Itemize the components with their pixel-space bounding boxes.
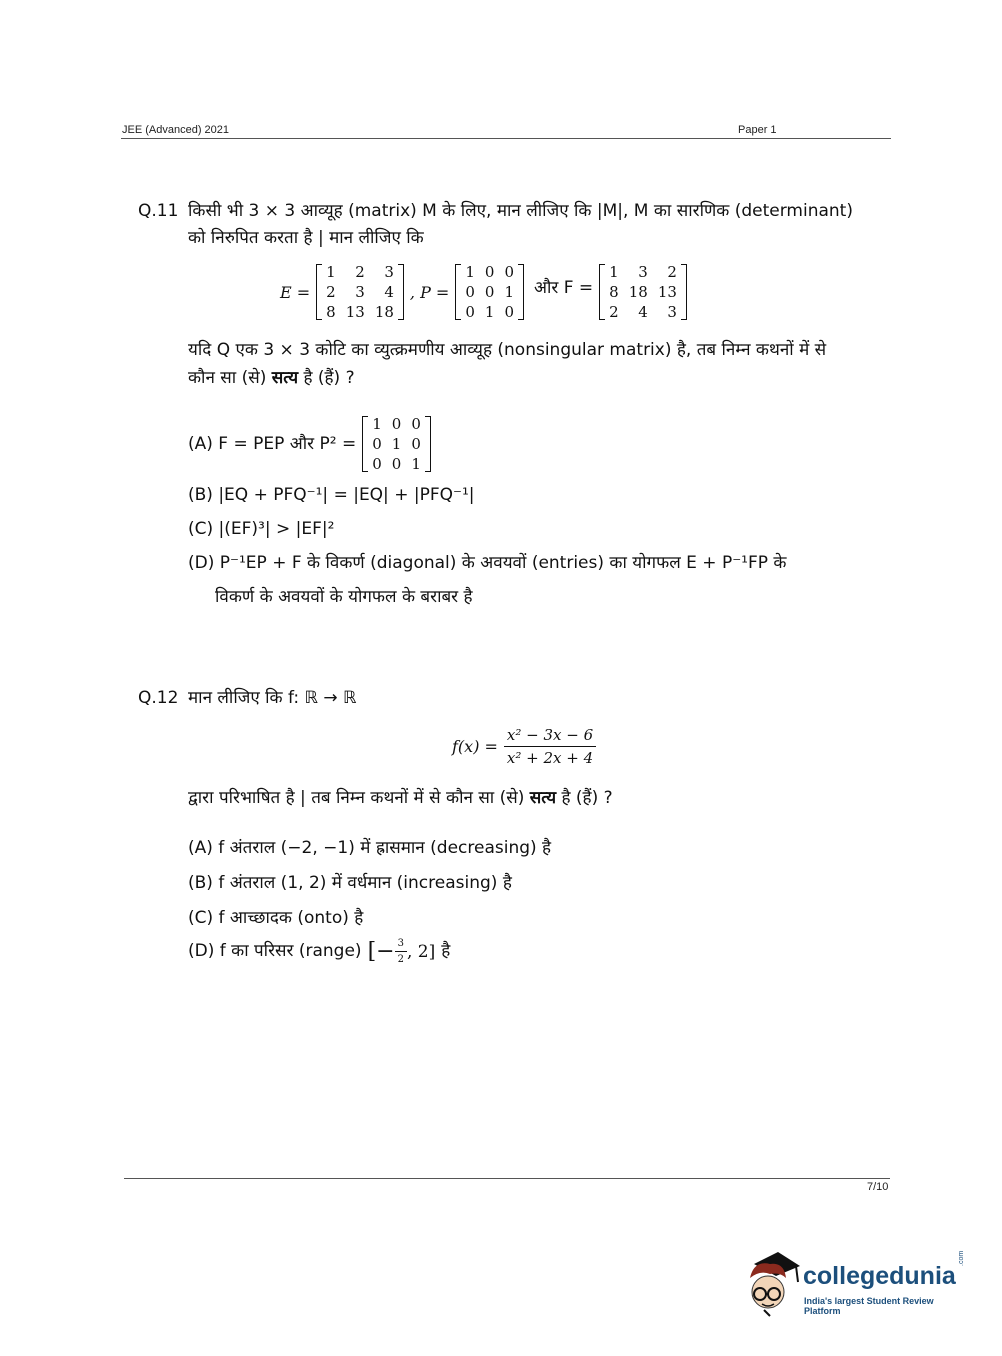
q12-number: Q.12 [138,688,179,708]
matrix-cell: 4 [384,283,394,301]
interval-right: , 2] [406,941,436,962]
matrix-cell: 0 [504,303,514,321]
matrix-cell: 18 [374,303,394,321]
matrix-cell: 1 [465,263,475,281]
q12-line2-bold: सत्य [529,788,557,808]
q11-option-a-text: (A) F = PEP और P² = [188,433,357,454]
q11-line3: यदि Q एक 3 × 3 कोटि का व्युत्क्रमणीय आव्यूह (nonsingular matrix) है, तब निम्न कथनों में से [188,340,827,360]
matrix-cell: 1 [411,455,421,473]
q11-option-b: (B) |EQ + PFQ⁻¹| = |EQ| + |PFQ⁻¹| [188,485,475,505]
q11-line4-bold: सत्य [271,368,299,388]
matrix-cell: 0 [484,283,495,301]
q12-line2-pre: द्वारा परिभाषित है | तब निम्न कथनों में से कौन सा (से) [188,788,530,808]
q11-option-d-line1: (D) P⁻¹EP + F के विकर्ण (diagonal) के अवयवों (entries) का योगफल E + P⁻¹FP के [188,553,787,573]
matrix-cell: 1 [609,263,619,281]
P-label: , P = [409,282,450,302]
matrix-cell: 2 [609,303,619,321]
q11-line4-post: है (हैं) ? [298,368,355,388]
matrix-cell: 0 [391,455,402,473]
q11-line1: किसी भी 3 × 3 आव्यूह (matrix) M के लिए, मान लीजिए कि |M|, M का सारणिक (determinant) [188,201,853,221]
matrix-F [599,262,687,322]
matrix-cell: 1 [326,263,336,281]
fx-fraction [504,726,596,767]
q12-line2-post: है (हैं) ? [556,788,613,808]
matrix-cell: 1 [372,415,382,433]
matrix-P-squared [362,414,431,474]
matrix-cell: 2 [326,283,336,301]
matrix-cell: 0 [391,415,402,433]
q12-line2 [188,788,613,808]
matrix-cell: 8 [609,283,619,301]
matrix-cell: 13 [657,283,677,301]
fx-label: f(x) = [452,737,498,756]
q12-option-d-text: (D) f का परिसर (range) [188,941,362,962]
q12-option-a: (A) f अंतराल (−2, −1) में ह्रासमान (decreasing) है [188,838,552,858]
logo-tagline: India's largest Student Review Platform [804,1296,934,1316]
matrix-cell: 13 [345,303,365,321]
footer-divider [124,1178,890,1179]
matrix-cell: 3 [638,263,648,281]
matrix-cell: 0 [484,263,495,281]
range-fraction-num: 3 [395,938,407,952]
q12-option-d-post: है [441,941,451,962]
logo-wordmark: collegedunia [803,1262,956,1290]
matrix-P [455,262,524,322]
matrix-cell: 3 [384,263,394,281]
fx-numerator: x² − 3x − 6 [504,726,596,747]
matrix-cell: 0 [372,435,382,453]
q12-option-c: (C) f आच्छादक (onto) है [188,908,364,928]
q11-number: Q.11 [138,201,179,221]
q11-matrices [280,262,687,322]
page-number: 7/10 [867,1181,889,1193]
q11-option-d-line2: विकर्ण के अवयवों के योगफल के बराबर है [215,587,473,607]
collegedunia-logo [740,1248,968,1320]
matrix-cell: 18 [628,283,648,301]
and-F-label: और F = [533,277,594,298]
range-fraction-den: 2 [397,954,404,965]
matrix-cell: 4 [638,303,648,321]
matrix-cell: 1 [391,435,402,453]
q11-option-a [188,414,431,474]
matrix-E [316,262,404,322]
q11-line2: को निरुपित करता है | मान लीजिए कि [188,228,424,248]
q12-function-definition [452,726,596,767]
matrix-cell: 2 [355,263,365,281]
fx-denominator: x² + 2x + 4 [506,749,594,767]
E-label: E = [280,282,311,302]
matrix-cell: 0 [372,455,382,473]
q12-option-d [188,938,450,965]
header-paper: Paper 1 [738,124,777,136]
matrix-cell: 1 [504,283,514,301]
matrix-cell: 3 [355,283,365,301]
header-divider [121,138,891,139]
matrix-cell: 0 [465,303,475,321]
matrix-cell: 0 [465,283,475,301]
mascot-icon [740,1248,802,1318]
matrix-cell: 2 [667,263,677,281]
matrix-cell: 0 [504,263,514,281]
matrix-cell: 0 [411,415,421,433]
header-exam-title: JEE (Advanced) 2021 [122,124,230,136]
q12-line1: मान लीजिए कि f: ℝ → ℝ [188,688,357,708]
q11-option-c: (C) |(EF)³| > |EF|² [188,519,335,539]
matrix-cell: 3 [667,303,677,321]
matrix-cell: 8 [326,303,336,321]
logo-com: .com [958,1250,965,1266]
interval-left: [− [367,939,395,964]
matrix-cell: 1 [484,303,495,321]
q12-option-b: (B) f अंतराल (1, 2) में वर्धमान (increasing) है [188,873,512,893]
q11-line4 [188,368,355,388]
range-fraction [395,938,407,965]
matrix-cell: 0 [411,435,421,453]
q11-line4-pre: कौन सा (से) [188,368,272,388]
